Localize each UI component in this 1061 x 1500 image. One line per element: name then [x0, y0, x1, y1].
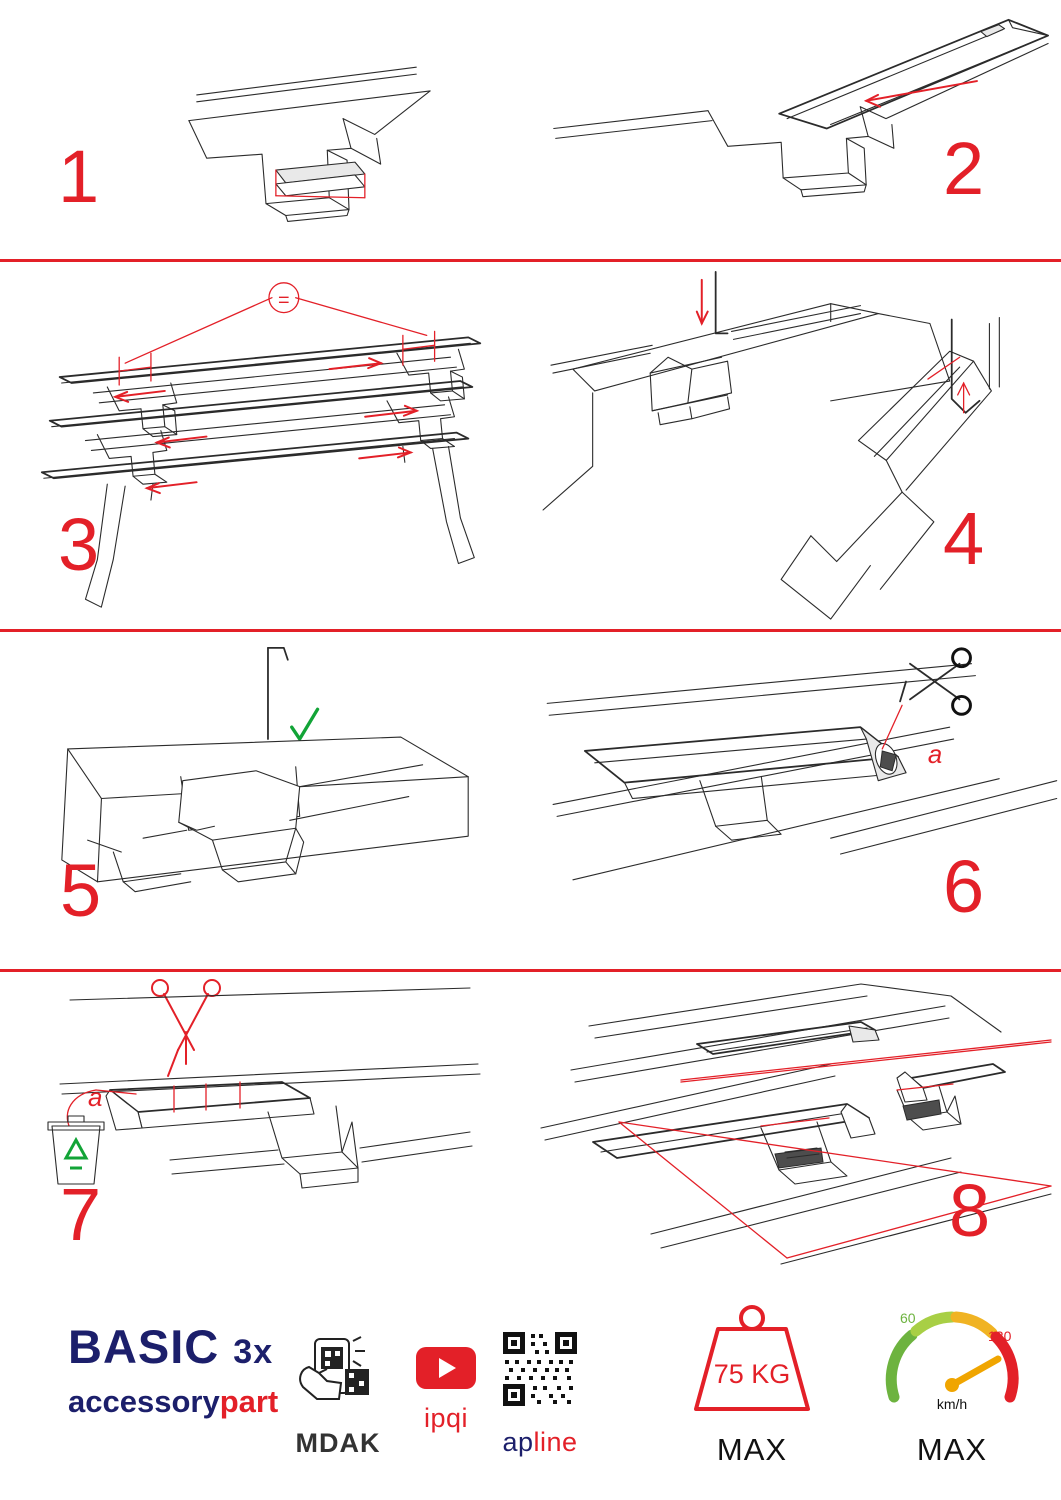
step-row-1: [0, 0, 1061, 262]
step-number-1: 1: [58, 135, 99, 218]
step-number-5: 5: [60, 849, 101, 932]
equal-symbol: =: [278, 289, 290, 312]
step-number-8: 8: [949, 1169, 990, 1252]
step-number-2: 2: [943, 127, 984, 210]
product-quantity: 3x: [233, 1333, 274, 1371]
step-panel-6: [531, 632, 1061, 969]
step-panel-4: [531, 262, 1061, 629]
brand-name-first: accessory: [68, 1384, 220, 1419]
hand-phone-qr-icon: [283, 1335, 393, 1411]
product-name-text: BASIC: [68, 1320, 220, 1373]
step-number-3: 3: [58, 503, 99, 586]
logo-mdak[interactable]: [283, 1335, 393, 1459]
max-speed-block: [872, 1297, 1032, 1468]
speed-unit: km/h: [936, 1396, 968, 1412]
speed-max-label: MAX: [916, 1432, 988, 1467]
step-panel-5: [0, 632, 530, 969]
ipqi-caption: ipqi: [423, 1403, 469, 1433]
speedometer-icon: [872, 1297, 1032, 1421]
footer: [0, 1275, 1061, 1500]
speed-min-tick: 60: [900, 1310, 916, 1326]
brand-name-second: part: [219, 1384, 279, 1419]
step-number-7: 7: [60, 1173, 101, 1256]
step-1-illustration: [0, 0, 530, 259]
step-panel-1: [0, 0, 530, 259]
step-panel-2: [531, 0, 1061, 259]
step-row-4: [0, 972, 1061, 1272]
mark-a-label-6: a: [927, 740, 943, 769]
youtube-play-icon[interactable]: [416, 1347, 476, 1389]
step-panel-8: [531, 972, 1061, 1272]
weight-icon: [672, 1301, 832, 1421]
weight-value: 75 KG: [713, 1359, 791, 1389]
mdak-caption: [283, 1428, 393, 1459]
weight-max-label: MAX: [716, 1432, 788, 1467]
qr-code-icon[interactable]: [501, 1330, 579, 1408]
brand-name: [68, 1386, 278, 1417]
step-number-6: 6: [943, 845, 984, 928]
max-weight-block: [672, 1301, 832, 1468]
scissors-icon-red: [152, 980, 220, 1076]
product-name: [68, 1320, 278, 1373]
mark-a-label-7: a: [88, 1082, 103, 1112]
mdak-label-right: K: [360, 1428, 381, 1458]
step-row-2: [0, 262, 1061, 632]
mdak-label-left: MD: [295, 1428, 340, 1458]
apline-label-right: line: [533, 1427, 578, 1457]
logo-apline[interactable]: [480, 1330, 600, 1458]
step-panel-3: [0, 262, 530, 629]
apline-label-left: ap: [502, 1427, 534, 1457]
apline-caption: [480, 1427, 600, 1458]
brand-block: [68, 1320, 279, 1419]
mdak-label-mid: A: [339, 1428, 360, 1458]
step-number-4: 4: [943, 497, 984, 580]
step-panel-7: [0, 972, 530, 1272]
step-row-3: [0, 632, 1061, 972]
speed-max-tick: 120: [988, 1328, 1012, 1344]
